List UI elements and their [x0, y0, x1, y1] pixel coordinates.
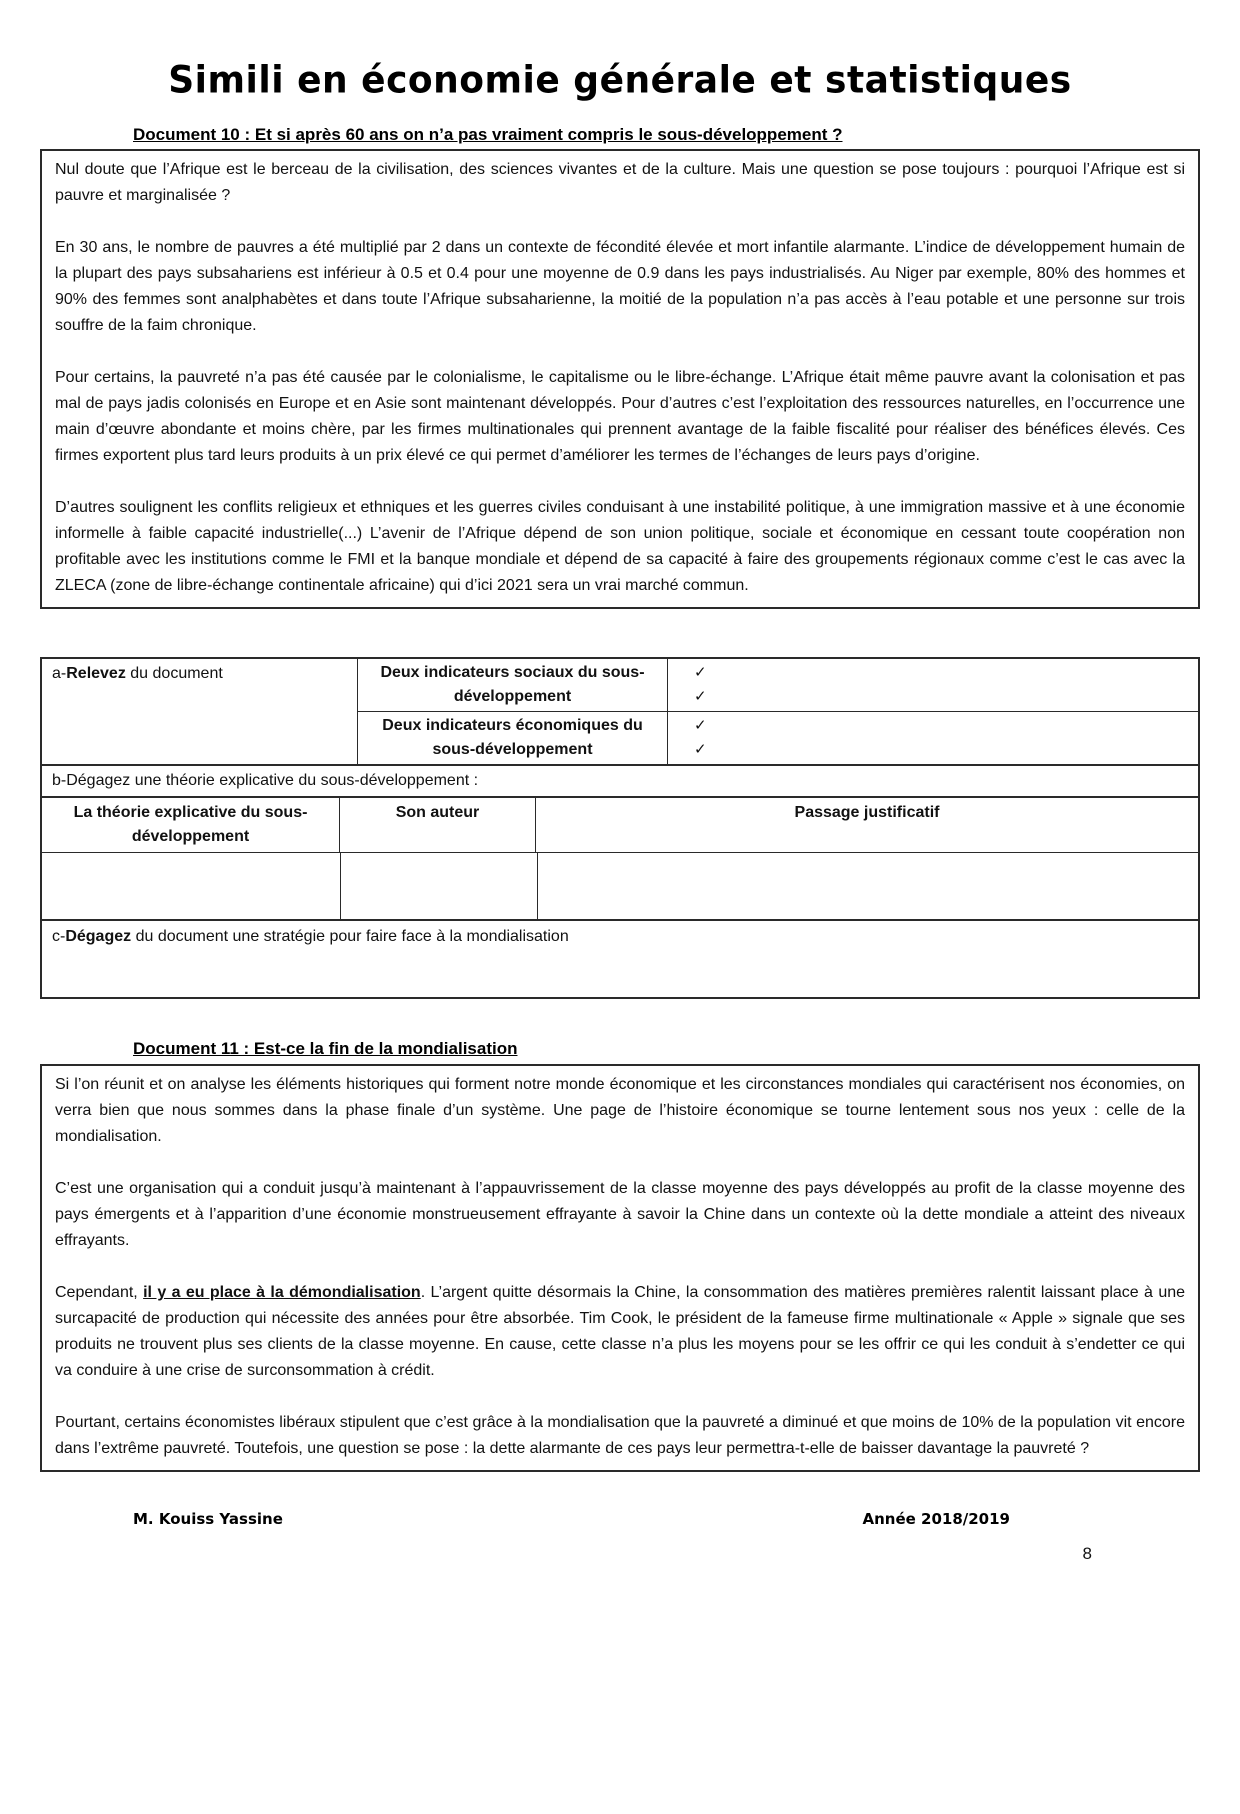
empty-cell-theory — [42, 853, 341, 919]
theory-table-header-row — [42, 796, 1198, 852]
economic-answer-cell — [668, 712, 1198, 764]
row-a-sub-social — [358, 659, 1198, 711]
indicator-social-label: Deux indicateurs sociaux du sous-développement — [358, 659, 668, 711]
doc11-paragraph-2: C’est une organisation qui a conduit jusqu’à maintenant à l’appauvrissement de la classe moyenne des pays développés au profit de la classe moyenne des pays émergents et à l’apparition d’une économie monstrueusement effrayante à savoir la Chine dans un contexte où la dette mondiale a atteint des niveaux effrayants. — [55, 1180, 1185, 1249]
row-a-label-prefix: a- — [52, 665, 67, 682]
doc10-box — [40, 149, 1200, 609]
checkmark-icon: ✓ — [694, 664, 707, 681]
empty-cell-author — [341, 853, 538, 919]
row-a-label — [42, 659, 358, 764]
exercise-row-a — [42, 659, 1198, 764]
doc11-p3-after: . L’argent quitte désormais la Chine, la consommation des matières premières ralentit laissant place à une surcapacité de production qui nécessite des années pour être absorbée. Tim Cook, le président de la fameuse firme multinationale « Apple » signale que ses produits ne trouvent plus ses clients de la classe moyenne. En cause, cette classe n’a plus les moyens pour se les offrir ce qui les conduit à s’endetter ce qui va conduire à une crise de surconsommation à crédit. — [55, 1284, 1186, 1379]
doc11-paragraph-3 — [55, 1280, 1185, 1384]
exercise-row-c — [42, 919, 1198, 997]
theory-table-empty-row — [42, 852, 1198, 919]
doc10-heading: Document 10 : Et si après 60 ans on n’a pas vraiment compris le sous-développement ? — [133, 125, 843, 144]
doc11-p3-before: Cependant, — [55, 1284, 144, 1301]
page-number: 8 — [1082, 1544, 1092, 1563]
footer-author: M. Kouiss Yassine — [133, 1510, 283, 1528]
social-answer-cell — [668, 659, 1198, 711]
doc11-box — [40, 1064, 1200, 1472]
doc10-paragraph-3: Pour certains, la pauvreté n’a pas été causée par le colonialisme, le capitalisme ou le libre-échange. L’Afrique était même pauvre avant la colonisation et pas mal de pays jadis colonisés en Europe et en Asie sont maintenant développés. Pour d’autres c’est l’exploitation des ressources naturelles, en l’occurrence une main d’œuvre abondante et moins chère, par les firmes multinationales qui prennent avantage de la faible fiscalité pour réaliser des bénéfices élevés. Ces firmes exportent plus tard leurs produits à un prix élevé ce qui permet d’améliorer les termes de l’échanges de leurs pays d’origine. — [55, 369, 1185, 464]
doc11-p3-emphasis: il y a eu place à la démondialisation — [143, 1284, 421, 1301]
row-a-indicators — [358, 659, 1198, 764]
checkmark-icon: ✓ — [694, 717, 707, 734]
row-c-bold: Dégagez — [65, 928, 132, 945]
page-title: Simili en économie générale et statistiques — [168, 58, 1072, 103]
row-a-sub-economic — [358, 711, 1198, 764]
checkmark-icon: ✓ — [694, 741, 707, 758]
col-header-author: Son auteur — [340, 798, 536, 852]
row-a-label-bold: Relevez — [66, 665, 126, 682]
doc11-paragraph-1: Si l’on réunit et on analyse les éléments historiques qui forment notre monde économique et les circonstances mondiales qui caractérisent nos économies, on verra bien que nous sommes dans la phase finale d’un système. Une page de l’histoire économique se tourne lentement sous nos yeux : celle de la mondialisation. — [55, 1076, 1185, 1145]
doc11-heading: Document 11 : Est-ce la fin de la mondialisation — [133, 1039, 518, 1058]
checkmark-icon: ✓ — [694, 688, 707, 705]
doc11-paragraph-4: Pourtant, certains économistes libéraux stipulent que c’est grâce à la mondialisation que la pauvreté a diminué et que moins de 10% de la population vit encore dans l’extrême pauvreté. Toutefois, une question se pose : la dette alarmante de ces pays leur permettra-t-elle de baisser davantage la pauvreté ? — [55, 1414, 1185, 1457]
row-c-suffix: du document une stratégie pour faire face à la mondialisation — [131, 928, 569, 945]
col-header-theory: La théorie explicative du sous-développement — [42, 798, 340, 852]
footer-year: Année 2018/2019 — [862, 1510, 1010, 1528]
row-a-label-suffix: du document — [125, 665, 223, 682]
doc10-paragraph-2: En 30 ans, le nombre de pauvres a été multiplié par 2 dans un contexte de fécondité élevée et mort infantile alarmante. L’indice de développement humain de la plupart des pays subsahariens est inférieur à 0.5 et 0.4 pour une moyenne de 0.9 dans les pays industrialisés. Au Niger par exemple, 80% des hommes et 90% des femmes sont analphabètes et dans toute l’Afrique subsaharienne, la moitié de la population n’a pas accès à l’eau potable et une personne sur trois souffre de la faim chronique. — [55, 239, 1185, 334]
row-c-prefix: c- — [52, 928, 66, 945]
col-header-passage: Passage justificatif — [794, 804, 940, 821]
doc10-paragraph-1: Nul doute que l’Afrique est le berceau de la civilisation, des sciences vivantes et de la culture. Mais une question se pose toujours : pourquoi l’Afrique est si pauvre et marginalisée ? — [55, 161, 1185, 204]
page-footer — [40, 1510, 1200, 1528]
indicator-economic-label: Deux indicateurs économiques du sous-développement — [358, 712, 668, 764]
exercise-table — [40, 657, 1200, 999]
doc10-paragraph-4: D’autres soulignent les conflits religieux et ethniques et les guerres civiles conduisant à une instabilité politique, à une immigration massive et à une économie informelle à faible capacité industrielle(...) L’avenir de l’Afrique dépend de son union politique, sociale et économique en cessant toute coopération non profitable avec les institutions comme le FMI et la banque mondiale et dépend de sa capacité à faire des groupements régionaux comme c’est le cas avec la ZLECA (zone de libre-échange continentale africaine) qui d’ici 2021 sera un vrai marché commun. — [55, 499, 1185, 594]
empty-cell-passage — [538, 853, 1198, 919]
exercise-row-b: b-Dégagez une théorie explicative du sous-développement : — [42, 764, 1198, 796]
